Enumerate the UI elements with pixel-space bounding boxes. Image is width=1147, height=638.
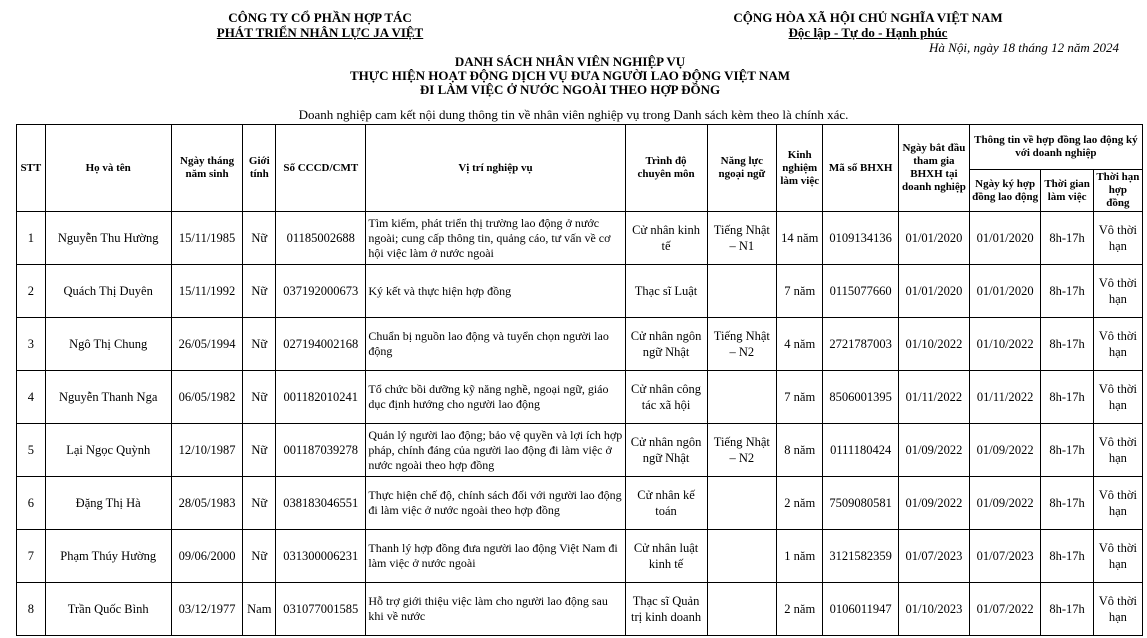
document-title [200,55,940,97]
cell-contract-term: Vô thời hạn [1093,477,1142,530]
cell-contract-term: Vô thời hạn [1093,583,1142,636]
cell-stt: 7 [17,530,46,583]
company-name-line2: PHÁT TRIỂN NHÂN LỰC JA VIỆT [216,25,424,40]
cell-position: Tìm kiếm, phát triển thị trường lao động ở nước ngoài; cung cấp thông tin, quảng cáo, tư vấn về cơ hội việc làm ở nước ngoài [366,212,625,265]
cell-name: Phạm Thúy Hường [45,530,171,583]
company-name-line1: CÔNG TY CỔ PHẦN HỢP TÁC [228,10,412,25]
cell-contract-date: 01/10/2022 [969,318,1041,371]
cell-name: Nguyễn Thanh Nga [45,371,171,424]
table-row [17,477,1143,530]
cell-work-time: 8h-17h [1041,212,1093,265]
cell-experience: 2 năm [777,583,823,636]
cell-education: Cử nhân kinh tế [625,212,707,265]
table-row [17,530,1143,583]
cell-experience: 7 năm [777,371,823,424]
cell-social-id: 7509080581 [823,477,899,530]
cell-name: Quách Thị Duyên [45,265,171,318]
cell-stt: 1 [17,212,46,265]
cell-education: Cử nhân luật kinh tế [625,530,707,583]
cell-gender: Nữ [243,212,276,265]
cell-education: Cử nhân ngôn ngữ Nhật [625,424,707,477]
cell-contract-date: 01/11/2022 [969,371,1041,424]
cell-id: 01185002688 [276,212,366,265]
document-date: Hà Nội, ngày 18 tháng 12 năm 2024 [929,40,1119,55]
cell-work-time: 8h-17h [1041,530,1093,583]
cell-language: Tiếng Nhật – N1 [707,212,777,265]
cell-name: Lại Ngọc Quỳnh [45,424,171,477]
cell-social-id: 2721787003 [823,318,899,371]
cell-stt: 2 [17,265,46,318]
cell-position: Thanh lý hợp đồng đưa người lao động Việt Nam đi làm việc ở nước ngoài [366,530,625,583]
cell-gender: Nữ [243,265,276,318]
cell-gender: Nam [243,583,276,636]
cell-id: 037192000673 [276,265,366,318]
cell-gender: Nữ [243,371,276,424]
cell-dob: 09/06/2000 [171,530,243,583]
cell-experience: 14 năm [777,212,823,265]
staff-table [16,124,1143,636]
cell-work-time: 8h-17h [1041,583,1093,636]
cell-name: Ngô Thị Chung [45,318,171,371]
cell-contract-date: 01/07/2022 [969,583,1041,636]
cell-education: Cử nhân kế toán [625,477,707,530]
cell-dob: 15/11/1992 [171,265,243,318]
cell-work-time: 8h-17h [1041,424,1093,477]
cell-social-id: 3121582359 [823,530,899,583]
table-row [17,424,1143,477]
cell-insurance-start: 01/09/2022 [899,477,970,530]
cell-language [707,371,777,424]
cell-contract-date: 01/07/2023 [969,530,1041,583]
cell-work-time: 8h-17h [1041,477,1093,530]
col-gender: Giới tính [243,125,276,212]
col-social-id: Mã số BHXH [823,125,899,212]
cell-stt: 5 [17,424,46,477]
cell-contract-term: Vô thời hạn [1093,424,1142,477]
cell-education: Thạc sĩ Quản trị kinh doanh [625,583,707,636]
col-language: Năng lực ngoại ngữ [707,125,777,212]
cell-language [707,265,777,318]
cell-name: Nguyễn Thu Hường [45,212,171,265]
col-position: Vị trí nghiệp vụ [366,125,625,212]
col-contract-date: Ngày ký hợp đồng lao động [969,170,1041,212]
company-header [150,10,490,40]
cell-language: Tiếng Nhật – N2 [707,424,777,477]
national-motto-line2: Độc lập - Tự do - Hạnh phúc [788,25,948,40]
cell-position: Quản lý người lao động; bảo vệ quyền và lợi ích hợp pháp, chính đáng của người lao động đi làm việc ở nước ngoài theo hợp đồng [366,424,625,477]
cell-stt: 6 [17,477,46,530]
cell-contract-term: Vô thời hạn [1093,318,1142,371]
cell-id: 001187039278 [276,424,366,477]
cell-insurance-start: 01/10/2022 [899,318,970,371]
cell-dob: 03/12/1977 [171,583,243,636]
cell-education: Thạc sĩ Luật [625,265,707,318]
title-line3: ĐI LÀM VIỆC Ở NƯỚC NGOÀI THEO HỢP ĐỒNG [419,82,721,97]
cell-education: Cử nhân công tác xã hội [625,371,707,424]
table-row [17,583,1143,636]
cell-stt: 4 [17,371,46,424]
cell-dob: 28/05/1983 [171,477,243,530]
cell-stt: 3 [17,318,46,371]
cell-gender: Nữ [243,530,276,583]
cell-position: Hỗ trợ giới thiệu việc làm cho người lao động sau khi về nước [366,583,625,636]
cell-position: Chuẩn bị nguồn lao động và tuyển chọn người lao động [366,318,625,371]
cell-position: Thực hiện chế độ, chính sách đối với người lao động đi làm việc ở nước ngoài theo hợp đồng [366,477,625,530]
cell-social-id: 0115077660 [823,265,899,318]
cell-insurance-start: 01/11/2022 [899,371,970,424]
cell-experience: 7 năm [777,265,823,318]
cell-contract-term: Vô thời hạn [1093,530,1142,583]
cell-contract-date: 01/09/2022 [969,424,1041,477]
cell-insurance-start: 01/10/2023 [899,583,970,636]
cell-stt: 8 [17,583,46,636]
title-line1: DANH SÁCH NHÂN VIÊN NGHIỆP VỤ [454,54,686,69]
cell-insurance-start: 01/07/2023 [899,530,970,583]
col-name: Họ và tên [45,125,171,212]
cell-contract-date: 01/01/2020 [969,212,1041,265]
cell-id: 031300006231 [276,530,366,583]
col-id: Số CCCD/CMT [276,125,366,212]
cell-contract-term: Vô thời hạn [1093,212,1142,265]
cell-contract-date: 01/09/2022 [969,477,1041,530]
cell-dob: 06/05/1982 [171,371,243,424]
cell-id: 031077001585 [276,583,366,636]
cell-gender: Nữ [243,318,276,371]
cell-insurance-start: 01/01/2020 [899,265,970,318]
table-header [17,125,1143,212]
national-motto-line1: CỘNG HÒA XÃ HỘI CHỦ NGHĨA VIỆT NAM [733,10,1003,25]
cell-experience: 1 năm [777,530,823,583]
cell-contract-term: Vô thời hạn [1093,265,1142,318]
col-contract-term: Thời hạn hợp đồng [1093,170,1142,212]
cell-dob: 12/10/1987 [171,424,243,477]
table-row [17,318,1143,371]
cell-work-time: 8h-17h [1041,371,1093,424]
cell-dob: 15/11/1985 [171,212,243,265]
cell-language: Tiếng Nhật – N2 [707,318,777,371]
cell-id: 001182010241 [276,371,366,424]
title-line2: THỰC HIỆN HOẠT ĐỘNG DỊCH VỤ ĐƯA NGƯỜI LAO ĐỘNG VIỆT NAM [350,68,790,83]
national-header [700,10,1036,40]
col-work-time: Thời gian làm việc [1041,170,1093,212]
cell-name: Đặng Thị Hà [45,477,171,530]
col-experience: Kinh nghiệm làm việc [777,125,823,212]
cell-social-id: 0109134136 [823,212,899,265]
table-row [17,371,1143,424]
col-contract-group: Thông tin về hợp đồng lao động ký với doanh nghiệp [969,125,1142,170]
cell-id: 038183046551 [276,477,366,530]
table-row [17,212,1143,265]
cell-insurance-start: 01/09/2022 [899,424,970,477]
cell-language [707,477,777,530]
cell-position: Ký kết và thực hiện hợp đồng [366,265,625,318]
cell-insurance-start: 01/01/2020 [899,212,970,265]
commitment-statement: Doanh nghiệp cam kết nội dung thông tin về nhân viên nghiệp vụ trong Danh sách kèm theo là chính xác. [298,107,849,122]
cell-position: Tổ chức bồi dưỡng kỹ năng nghề, ngoại ngữ, giáo dục định hướng cho người lao động [366,371,625,424]
col-stt: STT [17,125,46,212]
cell-experience: 4 năm [777,318,823,371]
cell-language [707,530,777,583]
cell-contract-term: Vô thời hạn [1093,371,1142,424]
col-dob: Ngày tháng năm sinh [171,125,243,212]
col-education: Trình độ chuyên môn [625,125,707,212]
cell-id: 027194002168 [276,318,366,371]
cell-experience: 2 năm [777,477,823,530]
cell-education: Cử nhân ngôn ngữ Nhật [625,318,707,371]
cell-experience: 8 năm [777,424,823,477]
col-insurance-start: Ngày bắt đầu tham gia BHXH tại doanh nghiệp [899,125,970,212]
cell-social-id: 8506001395 [823,371,899,424]
cell-language [707,583,777,636]
cell-work-time: 8h-17h [1041,318,1093,371]
cell-social-id: 0111180424 [823,424,899,477]
cell-social-id: 0106011947 [823,583,899,636]
cell-contract-date: 01/01/2020 [969,265,1041,318]
cell-name: Trần Quốc Bình [45,583,171,636]
cell-dob: 26/05/1994 [171,318,243,371]
cell-gender: Nữ [243,477,276,530]
cell-work-time: 8h-17h [1041,265,1093,318]
table-row [17,265,1143,318]
cell-gender: Nữ [243,424,276,477]
table-body [17,212,1143,636]
